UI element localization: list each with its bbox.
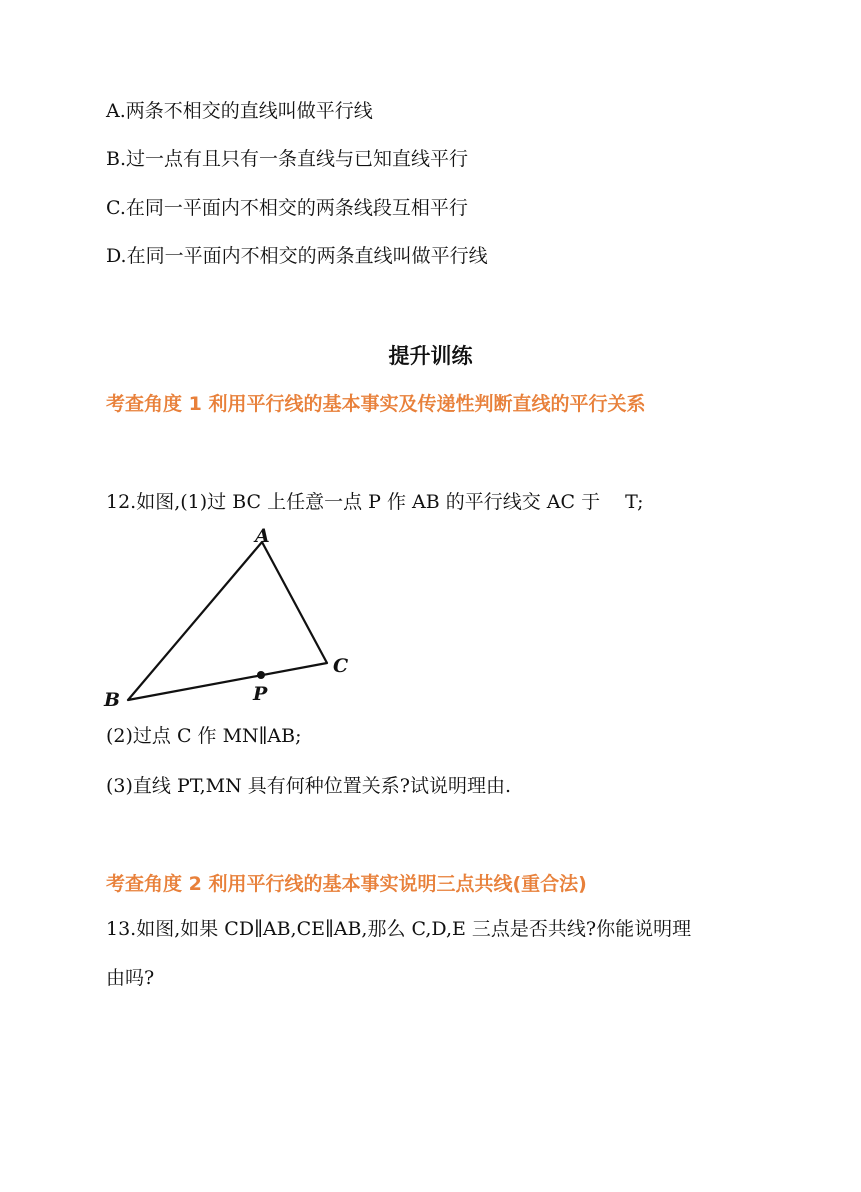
question-12-line-3: (3)直线 PT,MN 具有何种位置关系?试说明理由. xyxy=(106,775,512,797)
triangle-abc xyxy=(128,542,327,700)
point-p xyxy=(257,671,265,679)
angle-1-heading: 考查角度 1 利用平行线的基本事实及传递性判断直线的平行关系 xyxy=(106,393,646,415)
option-c: C.在同一平面内不相交的两条线段互相平行 xyxy=(106,197,468,219)
label-a: A xyxy=(255,525,270,547)
question-13-line-2: 由吗? xyxy=(106,967,155,989)
triangle-figure xyxy=(98,520,368,715)
option-b: B.过一点有且只有一条直线与已知直线平行 xyxy=(106,148,469,170)
question-12-line-1: 12.如图,(1)过 BC 上任意一点 P 作 AB 的平行线交 AC 于 T; xyxy=(106,491,644,513)
option-d: D.在同一平面内不相交的两条直线叫做平行线 xyxy=(106,245,488,267)
label-b: B xyxy=(104,689,121,711)
option-a: A.两条不相交的直线叫做平行线 xyxy=(106,100,373,122)
question-13-line-1: 13.如图,如果 CD∥AB,CE∥AB,那么 C,D,E 三点是否共线?你能说明理 xyxy=(106,918,692,940)
question-12-line-2: (2)过点 C 作 MN∥AB; xyxy=(106,725,302,747)
label-c: C xyxy=(333,655,349,677)
section-title: 提升训练 xyxy=(388,344,473,368)
label-p: P xyxy=(253,683,268,705)
angle-2-heading: 考查角度 2 利用平行线的基本事实说明三点共线(重合法) xyxy=(106,873,587,895)
